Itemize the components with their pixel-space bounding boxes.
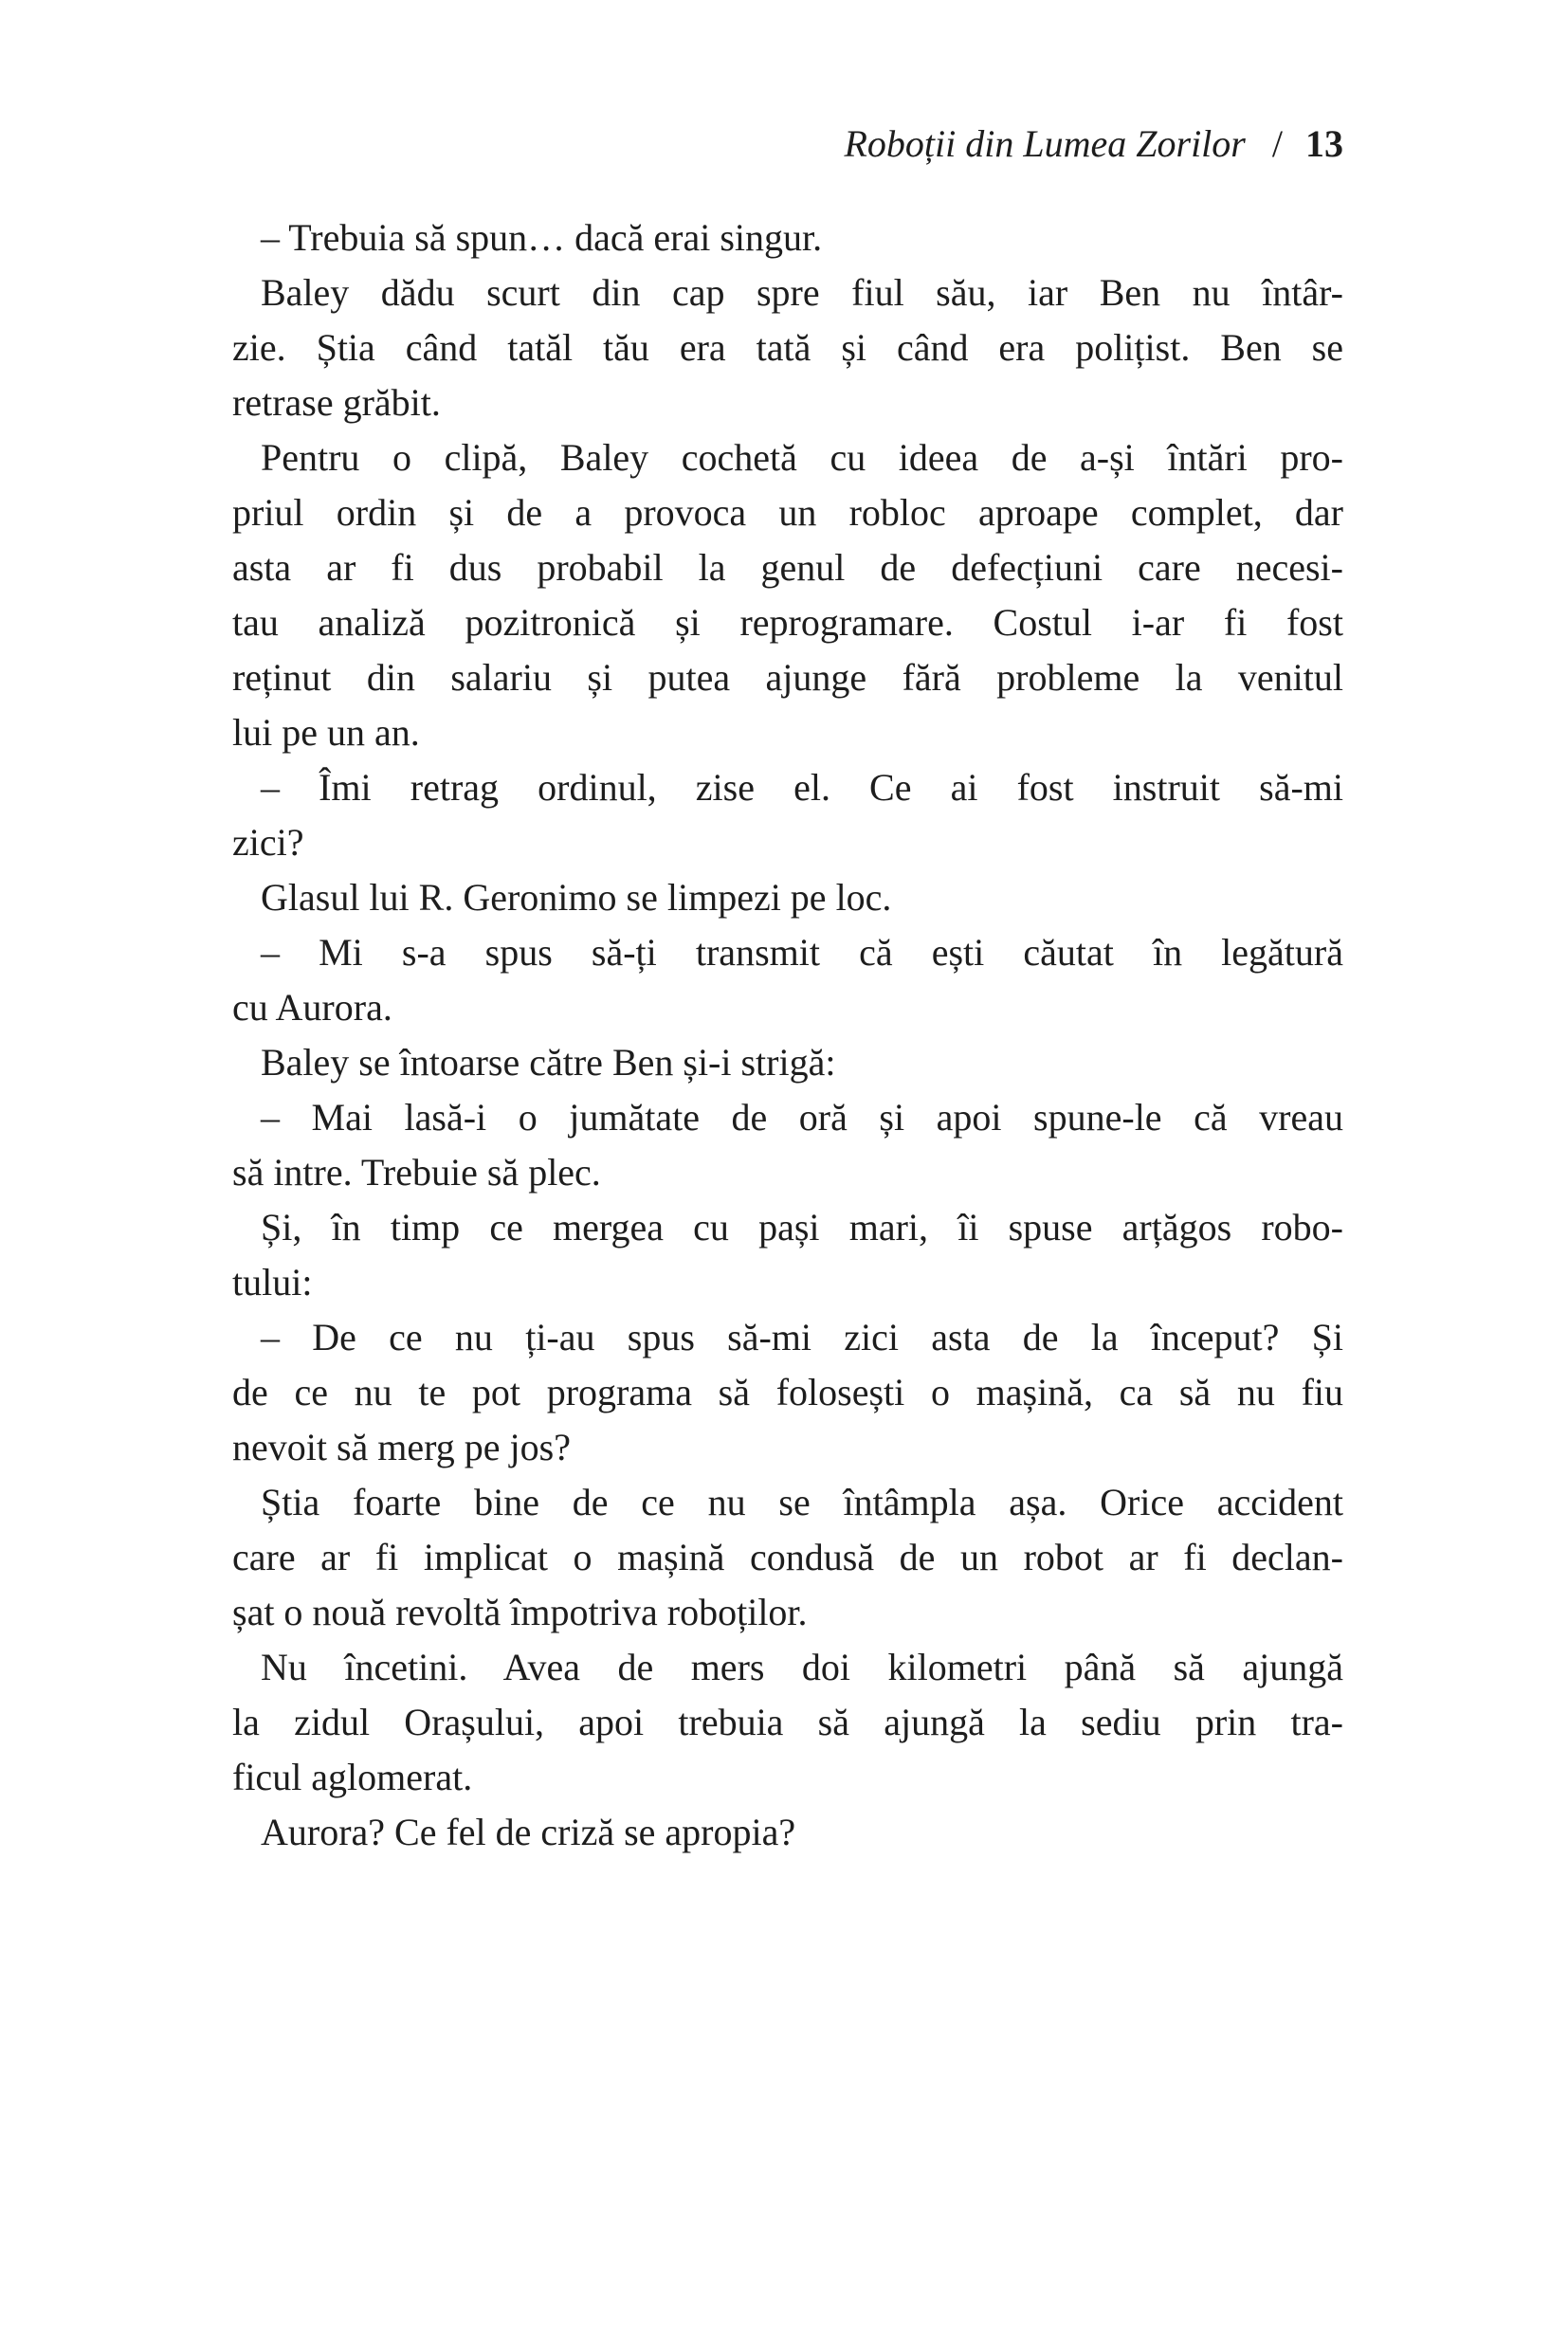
text-line: Baley se întoarse către Ben și-i strigă:	[261, 1041, 836, 1084]
text-line: zie. Știa când tatăl tău era tată și când era polițist. Ben se	[232, 326, 1343, 369]
text-line: zici?	[232, 821, 304, 864]
text-line: reținut din salariu și putea ajunge fără probleme la venitul	[232, 656, 1343, 699]
text-line: șat o nouă revoltă împotriva roboților.	[232, 1591, 808, 1633]
text-line: – De ce nu ți-au spus să-mi zici asta de la început? Și	[261, 1316, 1343, 1358]
text-line: cu Aurora.	[232, 986, 392, 1029]
text-line: tului:	[232, 1261, 313, 1304]
text-line: Nu încetini. Avea de mers doi kilometri până să ajungă	[261, 1646, 1343, 1688]
running-header	[232, 119, 1343, 169]
text-line: – Trebuia să spun… dacă erai singur.	[261, 216, 823, 259]
text-line: – Mai lasă-i o jumătate de oră și apoi spune-le că vreau	[261, 1096, 1343, 1139]
text-line: asta ar fi dus probabil la genul de defecțiuni care necesi-	[232, 546, 1343, 589]
text-line: Aurora? Ce fel de criză se apropia?	[261, 1811, 796, 1853]
text-line: de ce nu te pot programa să folosești o mașină, ca să nu fiu	[232, 1371, 1343, 1413]
text-line: – Mi s-a spus să-ți transmit că ești căutat în legătură	[261, 931, 1343, 974]
body-text	[232, 210, 1343, 1860]
text-line: retrase grăbit.	[232, 381, 441, 424]
text-line: să intre. Trebuie să plec.	[232, 1151, 601, 1194]
text-line: priul ordin și de a provoca un robloc aproape complet, dar	[232, 491, 1343, 534]
text-line: lui pe un an.	[232, 711, 420, 754]
text-line: Știa foarte bine de ce nu se întâmpla așa. Orice accident	[261, 1481, 1343, 1523]
text-line: Glasul lui R. Geronimo se limpezi pe loc.	[261, 876, 892, 919]
text-line: tau analiză pozitronică și reprogramare. Costul i-ar fi fost	[232, 601, 1343, 644]
text-line: Și, în timp ce mergea cu pași mari, îi spuse arțăgos robo-	[261, 1206, 1343, 1249]
text-line: Pentru o clipă, Baley cochetă cu ideea de a-și întări pro-	[261, 436, 1343, 479]
text-line: ficul aglomerat.	[232, 1756, 473, 1798]
text-line: la zidul Orașului, apoi trebuia să ajungă la sediu prin tra-	[232, 1701, 1343, 1743]
page-number: 13	[1305, 122, 1343, 165]
header-separator: /	[1271, 122, 1283, 165]
text-line: nevoit să merg pe jos?	[232, 1426, 571, 1468]
text-line: Baley dădu scurt din cap spre fiul său, iar Ben nu întâr-	[261, 271, 1343, 314]
running-header-title: Roboții din Lumea Zorilor	[844, 122, 1246, 165]
text-line: care ar fi implicat o mașină condusă de un robot ar fi declan-	[232, 1536, 1343, 1578]
text-line: – Îmi retrag ordinul, zise el. Ce ai fost instruit să-mi	[261, 766, 1343, 809]
